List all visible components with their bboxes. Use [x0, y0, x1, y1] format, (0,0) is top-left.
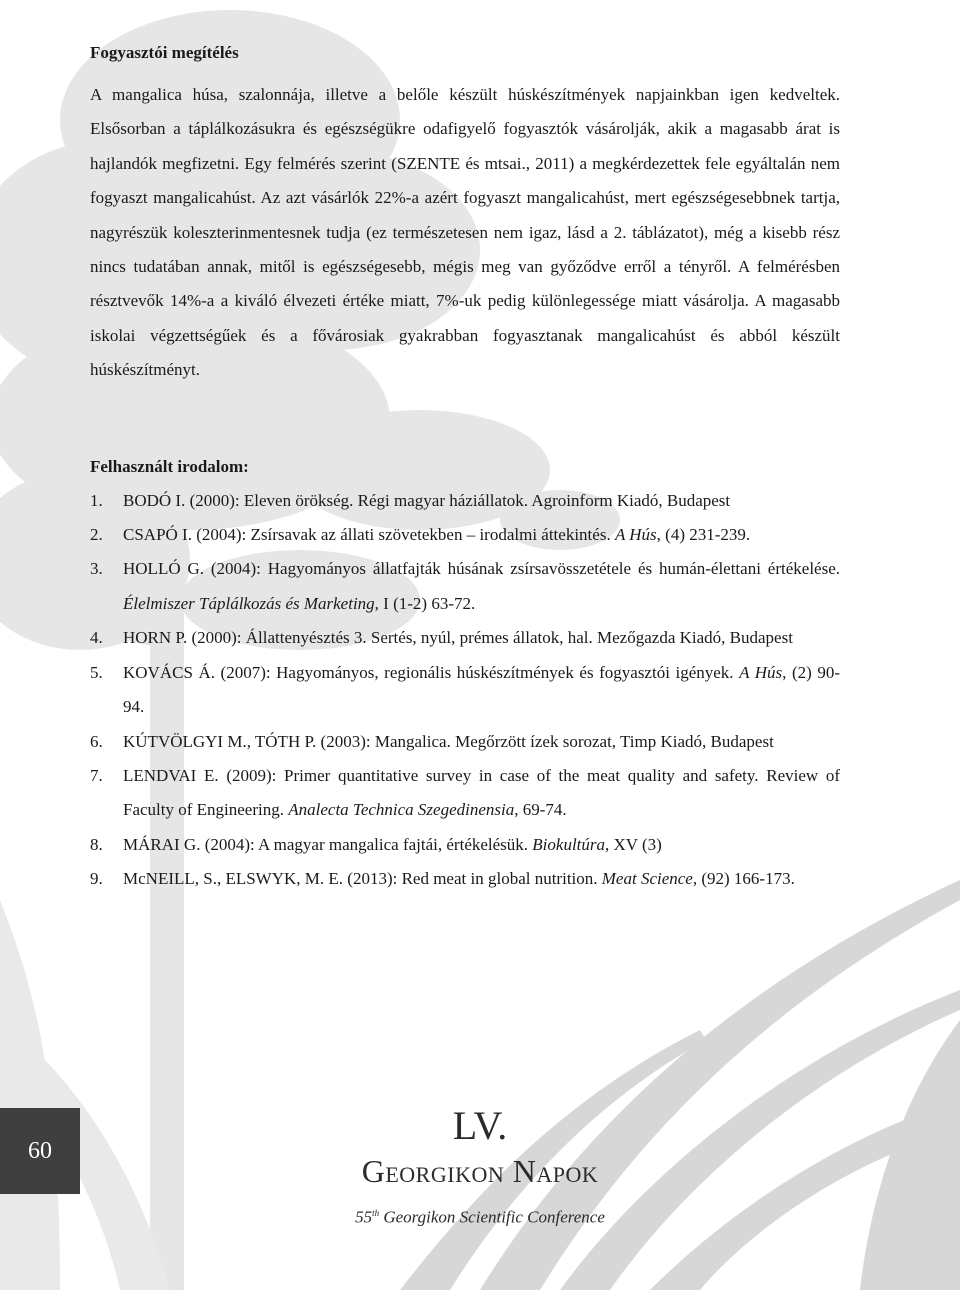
reference-number: 1.: [90, 490, 103, 510]
reference-item: [90, 656, 840, 725]
conference-subtitle: [300, 1198, 660, 1233]
references-list: [90, 484, 840, 897]
conference-edition-suffix: th: [372, 1208, 380, 1218]
section-heading: Fogyasztói megítélés: [90, 43, 239, 62]
reference-number: 6.: [90, 731, 103, 751]
reference-journal: Biokultúra: [532, 834, 606, 854]
reference-number: 9.: [90, 869, 103, 889]
reference-number: 2.: [90, 525, 103, 545]
reference-number: 4.: [90, 628, 103, 648]
reference-item: [90, 759, 840, 828]
reference-tail: , 69-74.: [514, 800, 567, 820]
conference-subtitle-text: Georgikon Scientific Conference: [379, 1207, 605, 1227]
reference-tail: , I (1-2) 63-72.: [374, 593, 476, 613]
reference-number: 5.: [90, 662, 103, 682]
reference-text: MÁRAI G. (2004): A magyar mangalica fajtái, értékelésük.: [123, 834, 533, 854]
reference-tail: , (92) 166-173.: [692, 869, 795, 889]
reference-text: CSAPÓ I. (2004): Zsírsavak az állati szövetekben – irodalmi áttekintés.: [123, 525, 615, 545]
conference-name: Georgikon Napok: [361, 1153, 599, 1189]
reference-tail: , XV (3): [605, 834, 662, 854]
reference-text: HOLLÓ G. (2004): Hagyományos állatfajták húsának zsírsavösszetétele és humán-élettani értékelése.: [123, 559, 840, 579]
conference-roman-numeral: LV.: [452, 1103, 508, 1148]
reference-item: [90, 484, 840, 518]
reference-tail: , (2) 90-94.: [123, 662, 840, 717]
conference-edition-number: 55: [355, 1207, 373, 1227]
reference-tail: , (4) 231-239.: [656, 525, 751, 545]
reference-text: KOVÁCS Á. (2007): Hagyományos, regionális húskészítmények és fogyasztói igények.: [123, 662, 740, 682]
reference-journal: Élelmiszer Táplálkozás és Marketing: [123, 593, 375, 613]
reference-journal: Analecta Technica Szegedinensia: [288, 800, 515, 820]
reference-text: LENDVAI E. (2009): Primer quantitative survey in case of the meat quality and safety. Review of Faculty of Engineering.: [123, 765, 840, 820]
reference-journal: A Hús: [614, 525, 657, 545]
conference-logo: [300, 1102, 660, 1233]
reference-item: [90, 828, 840, 862]
reference-text: KÚTVÖLGYI M., TÓTH P. (2003): Mangalica. Megőrzött ízek sorozat, Timp Kiadó, Budapest: [123, 731, 774, 751]
reference-text: BODÓ I. (2000): Eleven örökség. Régi magyar háziállatok. Agroinform Kiadó, Budapest: [123, 490, 731, 510]
reference-text: McNEILL, S., ELSWYK, M. E. (2013): Red meat in global nutrition.: [123, 869, 602, 889]
reference-item: [90, 518, 840, 552]
reference-journal: Meat Science: [601, 869, 693, 889]
reference-item: [90, 552, 840, 621]
reference-number: 7.: [90, 765, 103, 785]
reference-number: 3.: [90, 559, 103, 579]
reference-journal: A Hús: [739, 662, 783, 682]
reference-item: [90, 725, 840, 759]
references-heading: Felhasznált irodalom:: [90, 456, 249, 476]
reference-number: 8.: [90, 834, 103, 854]
reference-item: [90, 621, 840, 655]
reference-text: HORN P. (2000): Állattenyésztés 3. Sertés, nyúl, prémes állatok, hal. Mezőgazda Kiadó, Budapest: [123, 628, 793, 648]
page-number: 60: [0, 1108, 80, 1194]
reference-item: [90, 862, 840, 896]
body-paragraph: A mangalica húsa, szalonnája, illetve a belőle készült húskészítmények napjainkban igen kedveltek. Elsősorban a táplálkozásukra és egészségükre odafigyelő fogyasztók vásárolják, akik a magasabb árat is hajlandók megfizetni. Egy felmérés szerint (SZENTE és mtsai., 2011) a megkérdezettek fele egyáltalán nem fogyaszt mangalicahúst. Az azt vásárlók 22%-a azért fogyaszt mangalicahúst, mert egészségesebbnek tartja, nagyrészük koleszterinmentesnek tudja (ez természetesen nem igaz, lásd a 2. táblázatot), még a kisebb rész nincs tudatában annak, mitől is egészségesebb, mégis meg van győződve erről a tényről. A felmérésben résztvevők 14%-a a kiváló élvezeti értéke miatt, 7%-uk pedig különlegessége miatt vásárolja. A magasabb iskolai végzettségűek és a fővárosiak gyakrabban fogyasztanak mangalicahúst és abból készült húskészítményt.: [90, 85, 840, 380]
